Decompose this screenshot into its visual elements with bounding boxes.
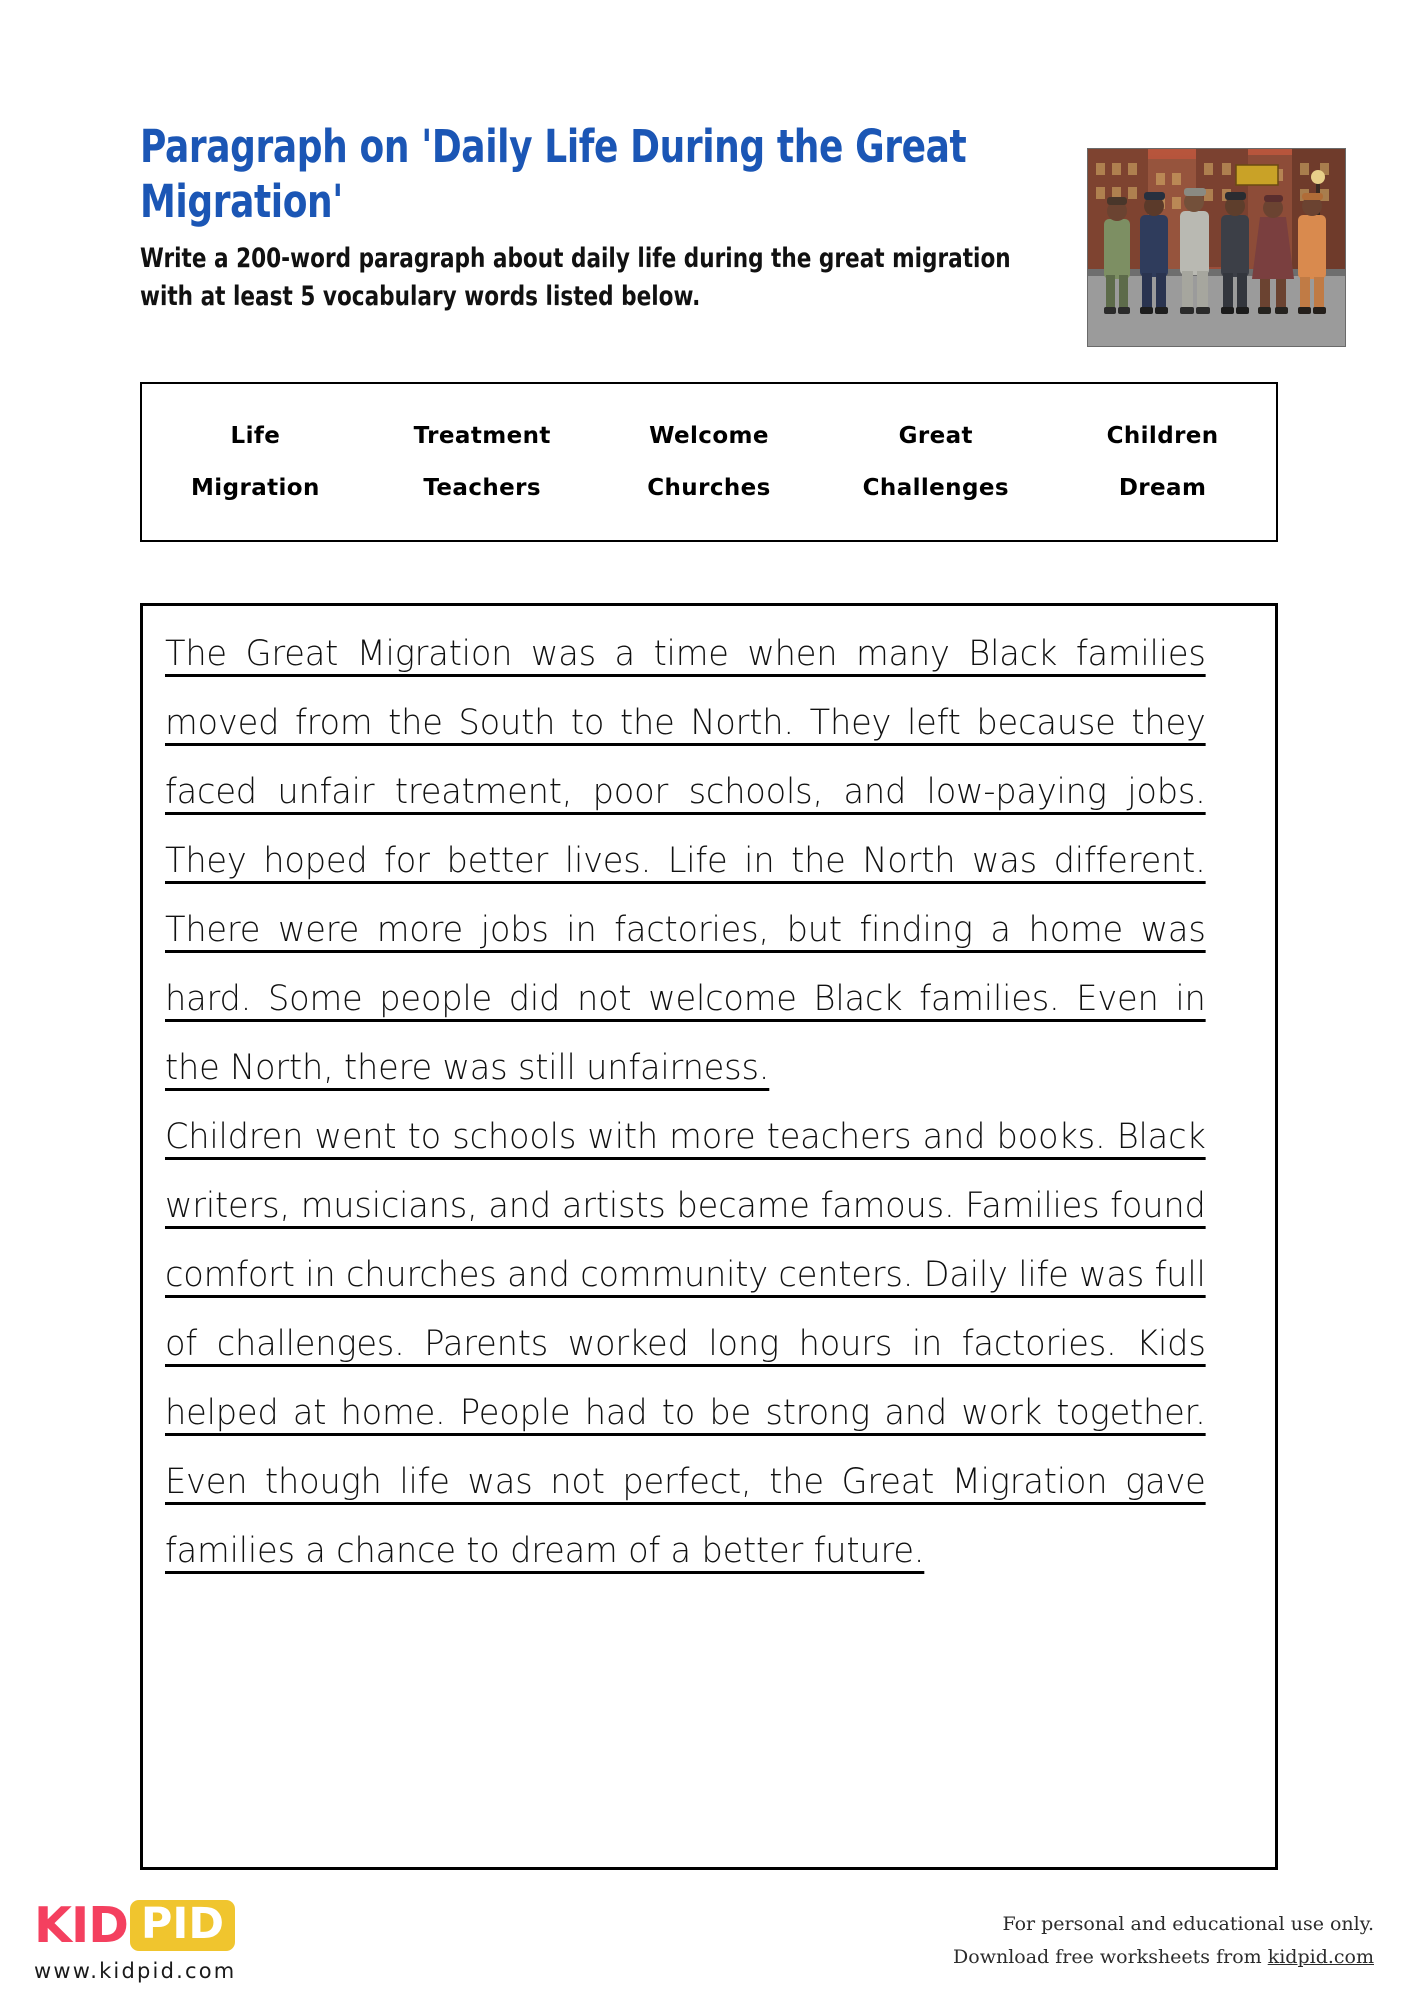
answer-box[interactable] [140, 603, 1278, 1870]
vocabulary-word: Teachers [423, 475, 541, 501]
vocabulary-word: Churches [647, 475, 771, 501]
logo-pid-text: PID [140, 1898, 225, 1949]
footer-kidpid-link[interactable]: kidpid.com [1267, 1946, 1374, 1969]
footer-notice-line-2 [953, 1941, 1374, 1974]
vocabulary-word: Life [230, 423, 281, 449]
vocabulary-row-2 [142, 462, 1276, 514]
vocabulary-word: Great [898, 423, 973, 449]
vocabulary-box [140, 382, 1278, 542]
vocabulary-word: Treatment [413, 423, 551, 449]
answer-paragraph-2-text: Children went to schools with more teachers and books. Black writers, musicians, and artists became famous. Families found comfort in churches and community centers. Daily life was full of challenges. Parents worked long hours in factories. Kids helped at home. People had to be strong and work together. Even though life was not perfect, the Great Migration gave families a chance to dream of a better future. [165, 1117, 1206, 1571]
footer-notice-prefix: Download free worksheets from [953, 1946, 1268, 1969]
answer-paragraph-1-text: The Great Migration was a time when many Black families moved from the South to the North. They left because they faced unfair treatment, poor schools, and low-paying jobs. They hoped for better lives. Life in the North was different. There were more jobs in factories, but finding a home was hard. Some people did not welcome Black families. Even in the North, there was still unfairness. [165, 634, 1206, 1088]
logo-kid-text: KID [34, 1896, 128, 1954]
vocabulary-word: Dream [1118, 475, 1207, 501]
page-title: Paragraph on 'Daily Life During the Great Migration' [140, 120, 967, 228]
logo-url-text: www.kidpid.com [34, 1959, 237, 1983]
kidpid-logo [34, 1898, 236, 1983]
footer-notice-line-1: For personal and educational use only. [1002, 1913, 1374, 1935]
logo-wordmark [34, 1898, 236, 1952]
vocabulary-word: Migration [191, 475, 320, 501]
great-migration-illustration [1087, 148, 1346, 347]
vocabulary-word: Challenges [862, 475, 1009, 501]
answer-paragraph-1 [165, 620, 1206, 1103]
vocabulary-word: Welcome [649, 423, 769, 449]
instructions-text: Write a 200-word paragraph about daily life during the great migration with at least 5 vocabulary words listed below. [140, 242, 1011, 313]
vocabulary-row-1 [142, 410, 1276, 462]
vocabulary-word: Children [1106, 423, 1219, 449]
answer-paragraph-2 [165, 1103, 1206, 1586]
logo-pid-badge [130, 1900, 235, 1951]
footer-notice [953, 1908, 1374, 1975]
